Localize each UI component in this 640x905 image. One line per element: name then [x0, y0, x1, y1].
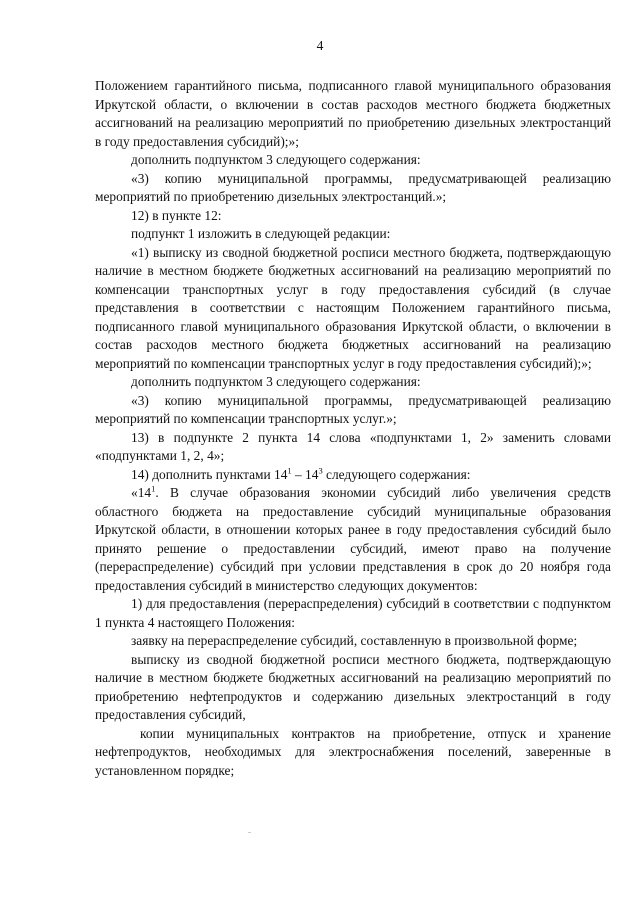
paragraph-with-superscript: [95, 484, 611, 595]
superscript: 1: [287, 465, 292, 476]
text-fragment: 14) дополнить пунктами 14: [131, 466, 288, 482]
text-fragment: – 14: [291, 466, 319, 482]
paragraph: 1) для предоставления (перераспределения) субсидий в соответствии с подпунктом 1 пункта 4 настоящего Положения:: [95, 596, 611, 630]
text-fragment: . В случае образования экономии субсидий либо увеличения средств областного бюджета на предоставление субсидий муниципальные образования Иркутской области, в отношении которых ранее в году предоставления субсидий было принято решение о предоставлении субсидий, имеют право на получение (перераспределение) субсидий при условии представления в срок до 20 ноября года предоставления субсидий в министерство следующих документов:: [95, 485, 611, 593]
text-fragment: следующего содержания:: [322, 466, 471, 482]
paragraph: 13) в подпункте 2 пункта 14 слова «подпунктами 1, 2» заменить словами «подпунктами 1, 2, 4»;: [95, 429, 611, 463]
superscript: 1: [151, 483, 156, 494]
scan-speck: [248, 832, 251, 833]
paragraph: подпункт 1 изложить в следующей редакции:: [131, 226, 391, 241]
paragraph-with-superscript: [95, 466, 611, 485]
paragraph: дополнить подпунктом 3 следующего содержания:: [131, 152, 421, 167]
paragraph: дополнить подпунктом 3 следующего содержания:: [131, 374, 421, 389]
page-number: 4: [316, 38, 324, 53]
paragraph: выписку из сводной бюджетной росписи местного бюджета, подтверждающую наличие в местном бюджете бюджетных ассигнований на реализацию мероприятий по приобретению нефтепродуктов и содержанию дизельных электростанций в году предоставления субсидий,: [95, 651, 611, 722]
paragraph: 12) в пункте 12:: [131, 207, 222, 223]
paragraph: копии муниципальных контрактов на приобретение, отпуск и хранение нефтепродуктов, необходимых для электроснабжения поселений, заверенные в установленном порядке;: [95, 725, 611, 778]
paragraph: «3) копию муниципальной программы, предусматривающей реализацию мероприятий по приобретению дизельных электростанций.»;: [95, 170, 611, 204]
superscript: 3: [318, 465, 323, 476]
paragraph: «3) копию муниципальной программы, предусматривающей реализацию мероприятий по компенсации транспортных услуг.»;: [95, 392, 611, 426]
paragraph: Положением гарантийного письма, подписанного главой муниципального образования Иркутской области, о включении в состав расходов местного бюджета бюджетных ассигнований на реализацию мероприятий по приобретению дизельных электростанций в году предоставления субсидий);»;: [95, 78, 611, 149]
paragraph: «1) выписку из сводной бюджетной росписи местного бюджета, подтверждающую наличие в местном бюджете бюджетных ассигнований на реализацию мероприятий по компенсации транспортных услуг в году предоставления субсидий (в случае представления в соответствии с настоящим Положением гарантийного письма, подписанного главой муниципального образования Иркутской области, о включении в состав расходов местного бюджета бюджетных ассигнований на реализацию мероприятий по компенсации транспортных услуг в году предоставления субсидий);»;: [95, 244, 611, 371]
paragraph: заявку на перераспределение субсидий, составленную в произвольной форме;: [131, 633, 578, 648]
text-fragment: «14: [131, 485, 152, 500]
document-body: [95, 77, 611, 780]
